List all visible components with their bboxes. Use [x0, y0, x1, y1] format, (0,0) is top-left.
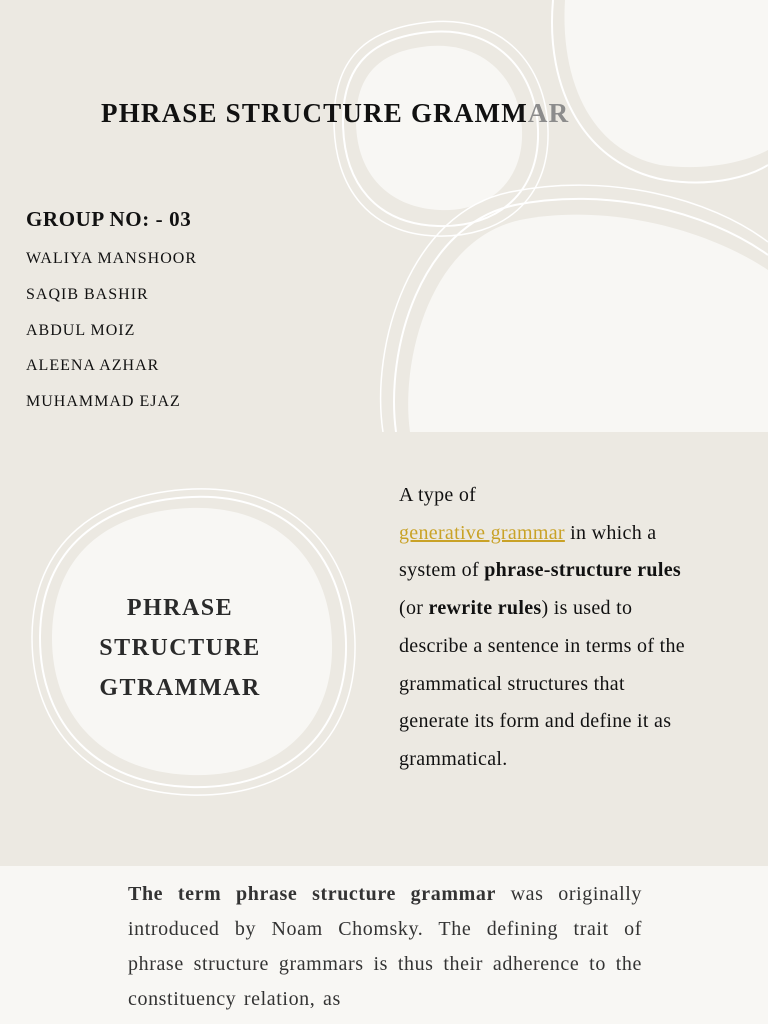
member-name: SAQIB BASHIR: [26, 285, 149, 303]
intro-paragraph: The term phrase structure grammar was originally introduced by Noam Chomsky. The defining trait of phrase structure grammars is thus their adherence to the constituency relation, as: [128, 883, 642, 1010]
slide-title: [0, 0, 768, 432]
definition-text: A type of generative grammar in which a system of phrase-structure rules (or rewrite rules) is used to describe a sentence in terms of the grammatical structures that generate its form and define it as grammatical.: [399, 484, 685, 770]
member-name: ABDUL MOIZ: [26, 321, 136, 339]
member-name: MUHAMMAD EJAZ: [26, 393, 181, 411]
member-name: WALIYA MANSHOOR: [26, 250, 198, 267]
circle-title-line: GTRAMMAR: [99, 675, 261, 701]
member-name: ALEENA AZHAR: [26, 357, 160, 375]
title-faded-letters: AR: [527, 98, 570, 128]
member-list: [26, 248, 197, 427]
group-number-heading: GROUP NO: - 03: [26, 207, 192, 231]
phrase-structure-rules-term: phrase-structure rules: [484, 559, 681, 582]
paragraph-bold-lead: The term phrase structure grammar: [128, 883, 496, 905]
generative-grammar-link[interactable]: generative grammar: [399, 521, 565, 544]
page-title: PHRASE STRUCTURE GRAMMAR: [101, 98, 570, 128]
circle-title-line: STRUCTURE: [99, 635, 261, 661]
circle-title: [60, 588, 300, 708]
circle-title-line: PHRASE: [126, 595, 234, 621]
rewrite-rules-term: rewrite rules: [428, 597, 542, 620]
